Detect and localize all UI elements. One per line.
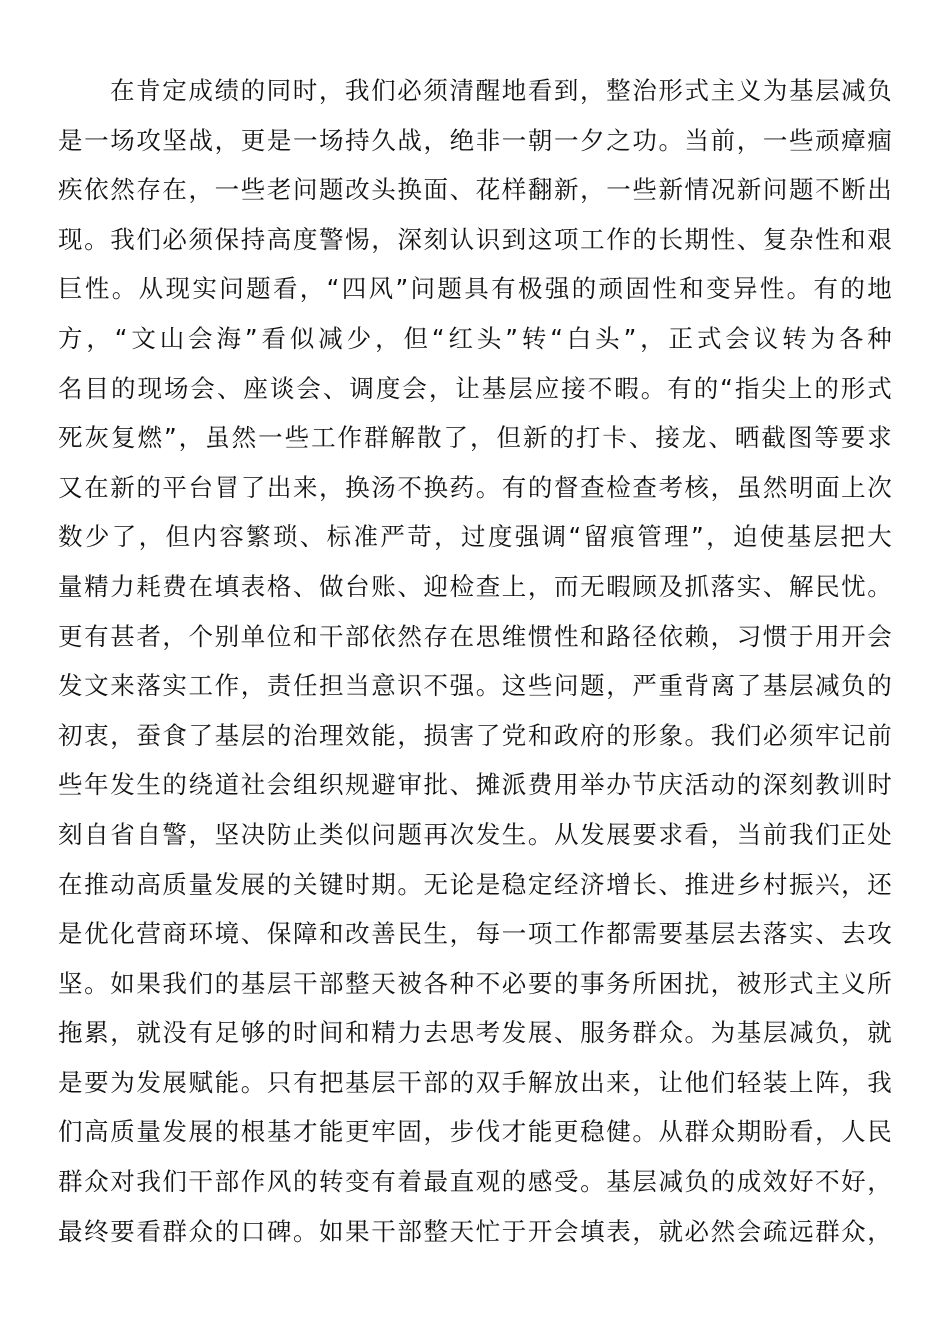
paragraph-line: 最终要看群众的口碑。如果干部整天忙于开会填表，就必然会疏远群众，: [58, 1216, 892, 1246]
paragraph-line: 在推动高质量发展的关键时期。无论是稳定经济增长、推进乡村振兴，还: [58, 869, 892, 899]
paragraph-line: 群众对我们干部作风的转变有着最直观的感受。基层减负的成效好不好，: [58, 1167, 892, 1197]
paragraph-line: 现。我们必须保持高度警惕，深刻认识到这项工作的长期性、复杂性和艰: [58, 224, 892, 254]
paragraph-line: 初衷，蚕食了基层的治理效能，损害了党和政府的形象。我们必须牢记前: [58, 720, 892, 750]
paragraph-line: 是优化营商环境、保障和改善民生，每一项工作都需要基层去落实、去攻: [58, 919, 892, 949]
paragraph-line: 更有甚者，个别单位和干部依然存在思维惯性和路径依赖，习惯于用开会: [58, 621, 892, 651]
paragraph-line: 巨性。从现实问题看，“四风”问题具有极强的顽固性和变异性。有的地: [58, 274, 892, 304]
paragraph-line: 是要为发展赋能。只有把基层干部的双手解放出来，让他们轻装上阵，我: [58, 1067, 892, 1097]
paragraph-line: 方，“文山会海”看似减少，但“红头”转“白头”，正式会议转为各种: [58, 323, 892, 353]
paragraph-line: 在肯定成绩的同时，我们必须清醒地看到，整治形式主义为基层减负: [110, 76, 892, 105]
paragraph-line: 疾依然存在，一些老问题改头换面、花样翻新，一些新情况新问题不断出: [58, 175, 892, 205]
paragraph-line: 刻自省自警，坚决防止类似问题再次发生。从发展要求看，当前我们正处: [58, 819, 892, 849]
paragraph-line: 坚。如果我们的基层干部整天被各种不必要的事务所困扰，被形式主义所: [58, 968, 892, 998]
paragraph-line: 数少了，但内容繁琐、标准严苛，过度强调“留痕管理”，迫使基层把大: [58, 522, 892, 552]
paragraph-line: 名目的现场会、座谈会、调度会，让基层应接不暇。有的“指尖上的形式: [58, 373, 892, 403]
paragraph-line: 些年发生的绕道社会组织规避审批、摊派费用举办节庆活动的深刻教训时: [58, 770, 892, 800]
paragraph-line: 又在新的平台冒了出来，换汤不换药。有的督查检查考核，虽然明面上次: [58, 472, 892, 502]
paragraph-line: 量精力耗费在填表格、做台账、迎检查上，而无暇顾及抓落实、解民忧。: [58, 571, 892, 601]
paragraph-line: 死灰复燃”，虽然一些工作群解散了，但新的打卡、接龙、晒截图等要求: [58, 423, 892, 453]
paragraph-line: 拖累，就没有足够的时间和精力去思考发展、服务群众。为基层减负，就: [58, 1018, 892, 1048]
paragraph-line: 发文来落实工作，责任担当意识不强。这些问题，严重背离了基层减负的: [58, 671, 892, 701]
document-page: [58, 66, 892, 1256]
paragraph-line: 是一场攻坚战，更是一场持久战，绝非一朝一夕之功。当前，一些顽瘴痼: [58, 125, 892, 155]
paragraph-line: 们高质量发展的根基才能更牢固，步伐才能更稳健。从群众期盼看，人民: [58, 1117, 892, 1147]
